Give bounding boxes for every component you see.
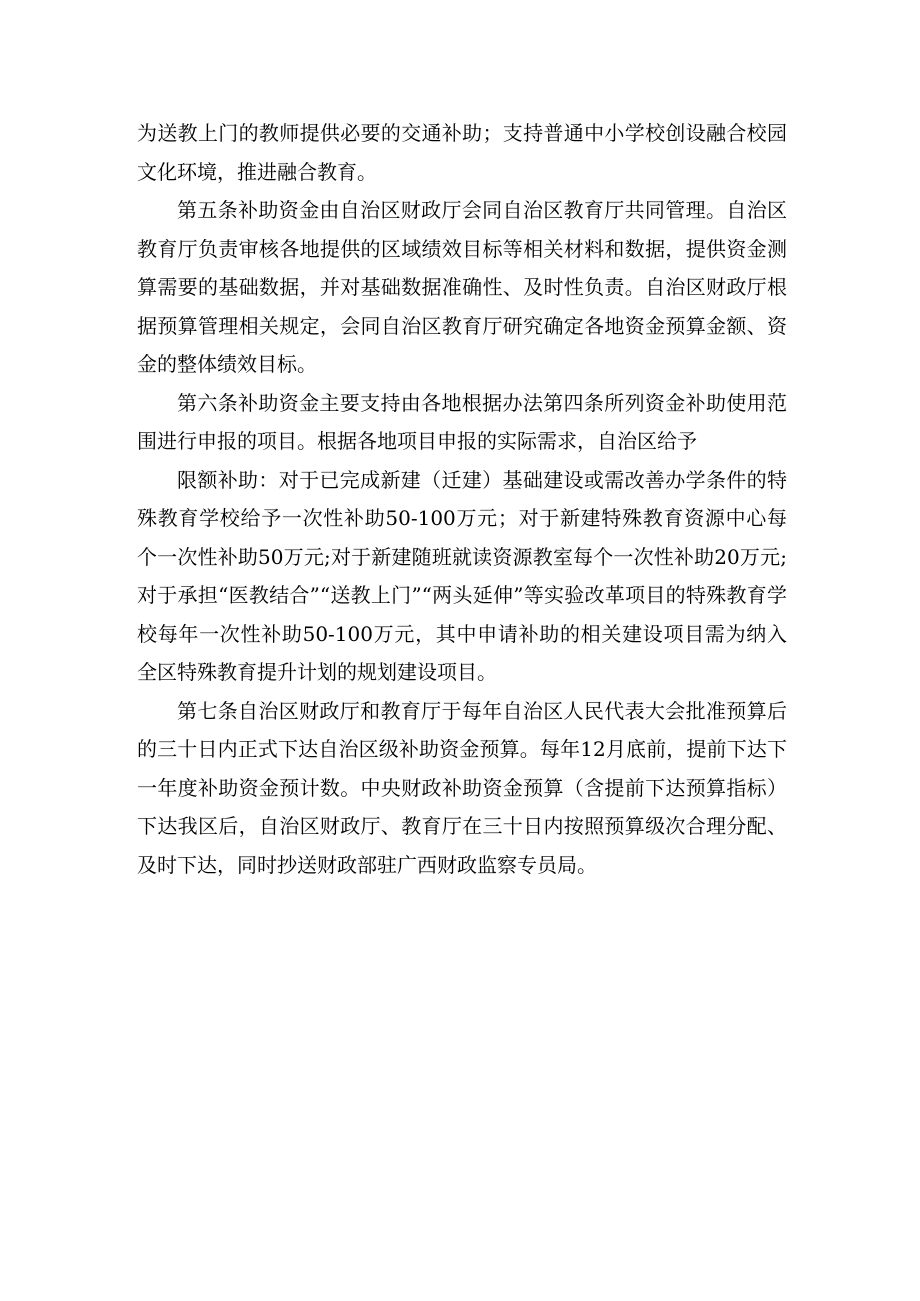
paragraph-quota-subsidy: 限额补助：对于已完成新建（迁建）基础建设或需改善办学条件的特殊教育学校给予一次性补助50-100万元；对于新建特殊教育资源中心每个一次性补助50万元;对于新建随班就读资源教室每个一次性补助20万元;对于承担“医教结合”“送教上门”“两头延伸”等实验改革项目的特殊教育学校每年一次性补助50-100万元，其中申请补助的相关建设项目需为纳入全区特殊教育提升计划的规划建设项目。 bbox=[137, 467, 787, 684]
paragraph-article-5: 第五条补助资金由自治区财政厅会同自治区教育厅共同管理。自治区教育厅负责审核各地提供的区域绩效目标等相关材料和数据，提供资金测算需要的基础数据，并对基础数据准确性、及时性负责。自治区财政厅根据预算管理相关规定，会同自治区教育厅研究确定各地资金预算金额、资金的整体绩效目标。 bbox=[137, 198, 787, 376]
paragraph-article-6: 第六条补助资金主要支持由各地根据办法第四条所列资金补助使用范围进行申报的项目。根据各地项目申报的实际需求，自治区给予 bbox=[137, 390, 787, 453]
paragraph-continuation: 为送教上门的教师提供必要的交通补助；支持普通中小学校创设融合校园文化环境，推进融合教育。 bbox=[137, 121, 787, 184]
paragraph-article-7: 第七条自治区财政厅和教育厅于每年自治区人民代表大会批准预算后的三十日内正式下达自治区级补助资金预算。每年12月底前，提前下达下一年度补助资金预计数。中央财政补助资金预算（含提前下达预算指标）下达我区后，自治区财政厅、教育厅在三十日内按照预算级次合理分配、及时下达，同时抄送财政部驻广西财政监察专员局。 bbox=[137, 698, 787, 877]
document-body bbox=[137, 114, 787, 884]
